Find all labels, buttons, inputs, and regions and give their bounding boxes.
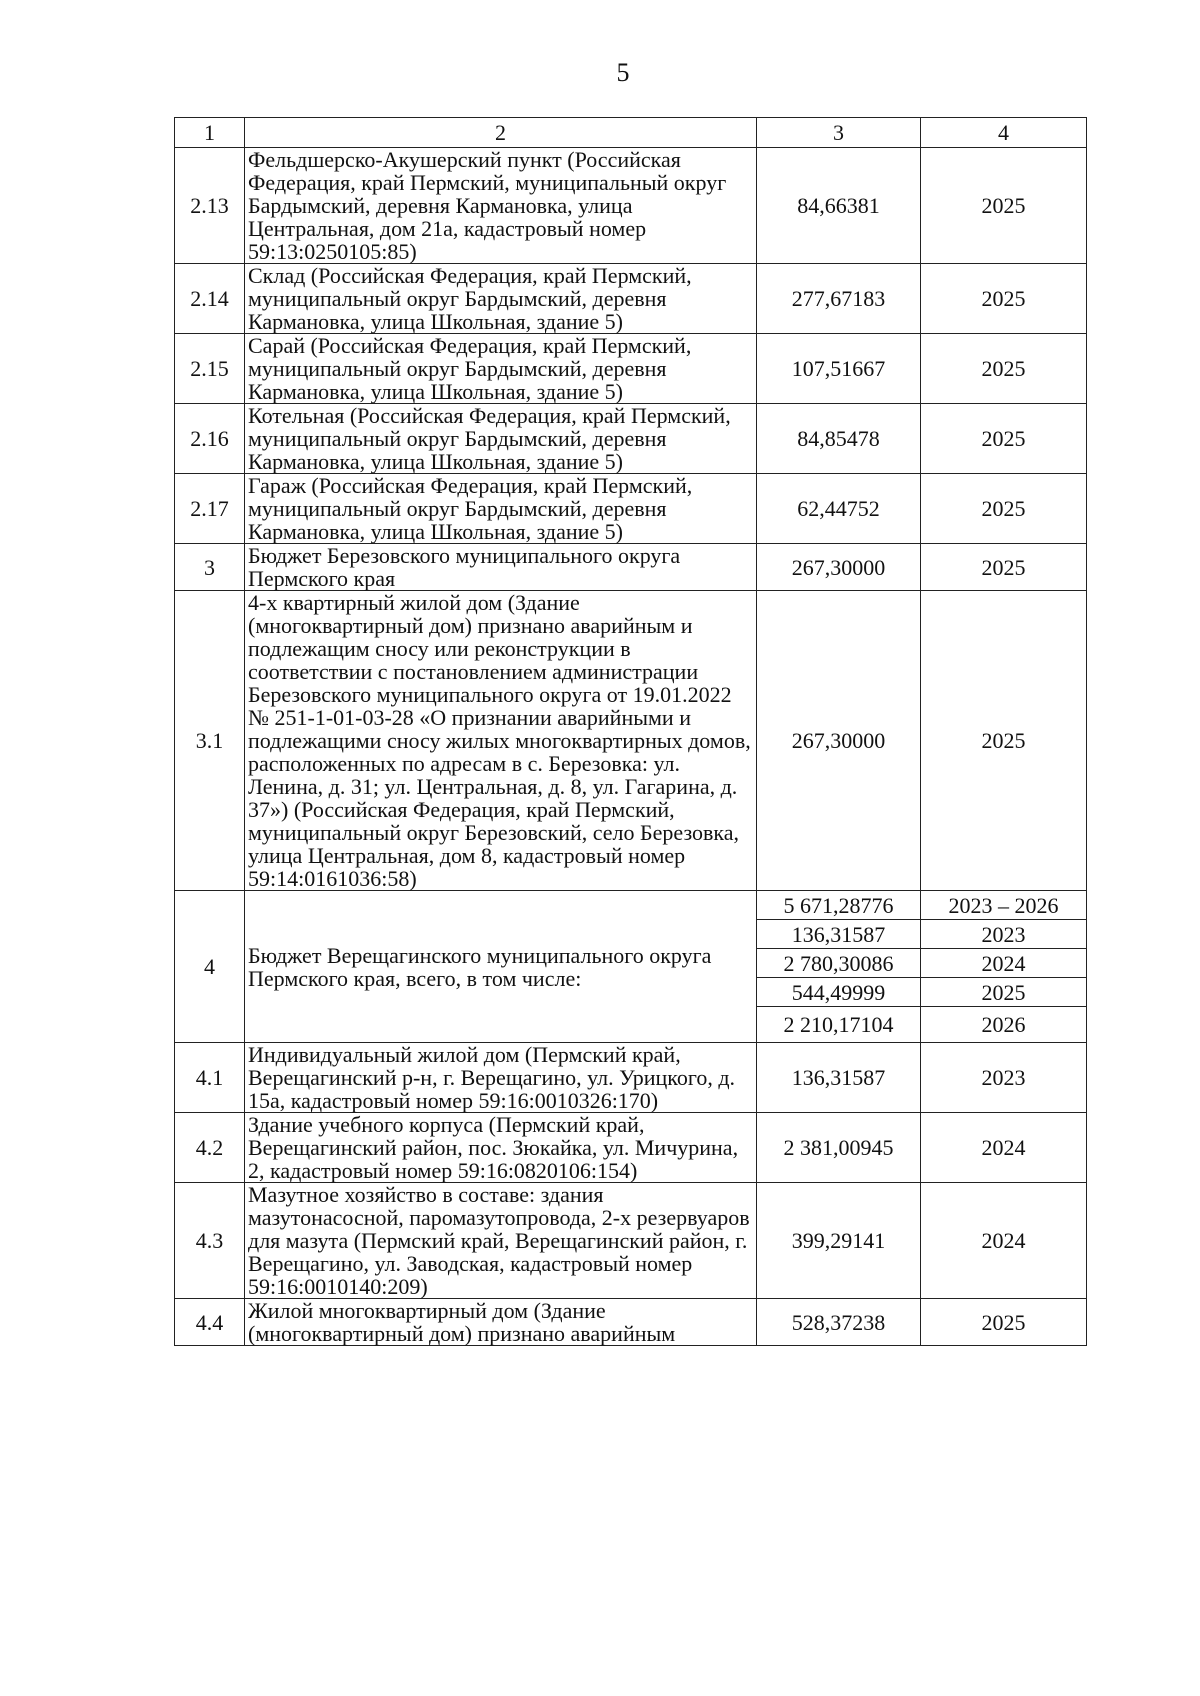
table-row <box>175 1183 1087 1299</box>
row-year: 2025 <box>921 404 1087 474</box>
sub-year: 2023 – 2026 <box>921 891 1087 920</box>
row-value: 62,44752 <box>757 474 921 544</box>
row-description: Склад (Российская Федерация, край Пермский, муниципальный округ Бардымский, деревня Кармановка, улица Школьная, здание 5) <box>245 264 757 334</box>
header-cell: 4 <box>921 118 1087 148</box>
row-value: 277,67183 <box>757 264 921 334</box>
sub-year: 2024 <box>921 949 1087 978</box>
table-row <box>175 404 1087 474</box>
row-year: 2025 <box>921 591 1087 891</box>
table-row <box>175 148 1087 264</box>
row-number: 4.3 <box>175 1183 245 1299</box>
row-year: 2025 <box>921 148 1087 264</box>
row-number: 2.14 <box>175 264 245 334</box>
row-description: Котельная (Российская Федерация, край Пермский, муниципальный округ Бардымский, деревня Кармановка, улица Школьная, здание 5) <box>245 404 757 474</box>
sub-year: 2023 <box>921 920 1087 949</box>
row-value: 107,51667 <box>757 334 921 404</box>
table-row-group <box>175 891 1087 920</box>
row-year: 2025 <box>921 1299 1087 1346</box>
sub-value: 544,49999 <box>757 978 921 1007</box>
row-year: 2025 <box>921 334 1087 404</box>
row-number: 2.13 <box>175 148 245 264</box>
row-description: 4-х квартирный жилой дом (Здание (многоквартирный дом) признано аварийным и подлежащим сносу или реконструкции в соответствии с постановлением администрации Березовского муниципального округа от 19.01.2022 № 251-1-01-03-28 «О признании аварийными и подлежащими сносу жилых многоквартирных домов, расположенных по адресам в с. Березовка: ул. Ленина, д. 31; ул. Центральная, д. 8, ул. Гагарина, д. 37») (Российская Федерация, край Пермский, муниципальный округ Березовский, село Березовка, улица Центральная, дом 8, кадастровый номер 59:14:0161036:58) <box>245 591 757 891</box>
row-number: 4.4 <box>175 1299 245 1346</box>
row-year: 2023 <box>921 1043 1087 1113</box>
row-year: 2024 <box>921 1183 1087 1299</box>
row-value: 2 381,00945 <box>757 1113 921 1183</box>
table-row <box>175 1113 1087 1183</box>
table-row <box>175 544 1087 591</box>
row-value: 84,85478 <box>757 404 921 474</box>
row-value: 267,30000 <box>757 591 921 891</box>
main-table <box>174 117 1087 1346</box>
sub-value: 136,31587 <box>757 920 921 949</box>
table-row <box>175 264 1087 334</box>
row-description: Бюджет Верещагинского муниципального округа Пермского края, всего, в том числе: <box>245 891 757 1043</box>
row-value: 267,30000 <box>757 544 921 591</box>
sub-value: 2 210,17104 <box>757 1007 921 1043</box>
table-row <box>175 1299 1087 1346</box>
row-number: 3 <box>175 544 245 591</box>
row-year: 2024 <box>921 1113 1087 1183</box>
table-row <box>175 1043 1087 1113</box>
row-value: 399,29141 <box>757 1183 921 1299</box>
row-description: Жилой многоквартирный дом (Здание (многоквартирный дом) признано аварийным <box>245 1299 757 1346</box>
row-year: 2025 <box>921 544 1087 591</box>
row-description: Сарай (Российская Федерация, край Пермский, муниципальный округ Бардымский, деревня Кармановка, улица Школьная, здание 5) <box>245 334 757 404</box>
row-number: 4.2 <box>175 1113 245 1183</box>
table-header-row <box>175 118 1087 148</box>
row-number: 2.16 <box>175 404 245 474</box>
table-row <box>175 474 1087 544</box>
row-value: 84,66381 <box>757 148 921 264</box>
header-cell: 2 <box>245 118 757 148</box>
row-description: Бюджет Березовского муниципального округа Пермского края <box>245 544 757 591</box>
row-value: 136,31587 <box>757 1043 921 1113</box>
row-number: 3.1 <box>175 591 245 891</box>
row-year: 2025 <box>921 474 1087 544</box>
header-cell: 3 <box>757 118 921 148</box>
row-description: Здание учебного корпуса (Пермский край, Верещагинский район, пос. Зюкайка, ул. Мичурина, 2, кадастровый номер 59:16:0820106:154) <box>245 1113 757 1183</box>
row-number: 4 <box>175 891 245 1043</box>
row-year: 2025 <box>921 264 1087 334</box>
row-number: 2.15 <box>175 334 245 404</box>
sub-value: 5 671,28776 <box>757 891 921 920</box>
row-description: Гараж (Российская Федерация, край Пермский, муниципальный округ Бардымский, деревня Кармановка, улица Школьная, здание 5) <box>245 474 757 544</box>
header-cell: 1 <box>175 118 245 148</box>
row-description: Мазутное хозяйство в составе: здания мазутонасосной, паромазутопровода, 2-х резервуаров для мазута (Пермский край, Верещагинский район, г. Верещагино, ул. Заводская, кадастровый номер 59:16:0010140:209) <box>245 1183 757 1299</box>
sub-year: 2025 <box>921 978 1087 1007</box>
row-description: Фельдшерско-Акушерский пункт (Российская Федерация, край Пермский, муниципальный округ Бардымский, деревня Кармановка, улица Центральная, дом 21а, кадастровый номер 59:13:0250105:85) <box>245 148 757 264</box>
row-value: 528,37238 <box>757 1299 921 1346</box>
page-number: 5 <box>616 58 630 87</box>
sub-year: 2026 <box>921 1007 1087 1043</box>
sub-value: 2 780,30086 <box>757 949 921 978</box>
row-number: 4.1 <box>175 1043 245 1113</box>
row-number: 2.17 <box>175 474 245 544</box>
table-row <box>175 334 1087 404</box>
row-description: Индивидуальный жилой дом (Пермский край, Верещагинский р-н, г. Верещагино, ул. Урицкого, д. 15а, кадастровый номер 59:16:0010326:170) <box>245 1043 757 1113</box>
table-row <box>175 591 1087 891</box>
